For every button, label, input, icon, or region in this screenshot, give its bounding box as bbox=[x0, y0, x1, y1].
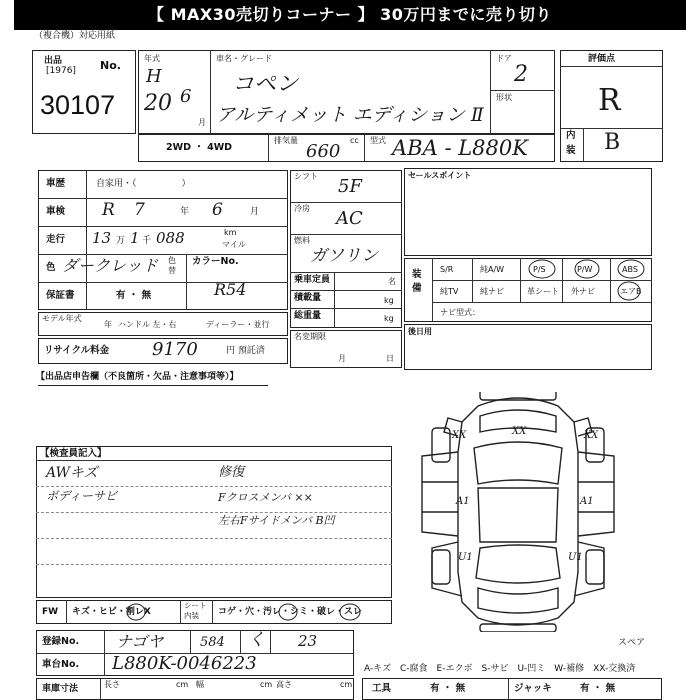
inspector-label: 【検査員記入】 bbox=[40, 448, 107, 459]
seat-options: コゲ・穴・汚レ・シミ・破レ・スレ bbox=[218, 607, 363, 617]
seat-label: シート内装 bbox=[184, 601, 207, 620]
lot-number: 30107 bbox=[40, 90, 116, 120]
later-box bbox=[404, 324, 652, 370]
car-diagram bbox=[408, 392, 628, 632]
load-label: 積載量 bbox=[294, 293, 322, 303]
drive-type: 2WD ・ 4WD bbox=[166, 142, 233, 153]
door-label: ドア bbox=[496, 54, 512, 63]
color-label: 色 bbox=[46, 262, 56, 273]
type-label: 型式 bbox=[370, 136, 386, 145]
lot-year-label: [1976] bbox=[46, 66, 76, 76]
garage-cm-3: cm bbox=[340, 680, 353, 689]
month-value: 6 bbox=[180, 86, 192, 107]
km-unit: km bbox=[224, 228, 237, 237]
shift-value: 5F bbox=[338, 176, 362, 197]
shaken-month-unit: 月 bbox=[250, 207, 260, 217]
score-value: R bbox=[598, 83, 621, 118]
name-change-day: 日 bbox=[386, 354, 394, 363]
sen-unit: 千 bbox=[142, 236, 152, 246]
sales-box bbox=[404, 168, 652, 256]
garage-label: 車庫寸法 bbox=[42, 684, 79, 694]
equip-airbag: エアB bbox=[620, 287, 642, 296]
shaken-month: 6 bbox=[212, 200, 223, 220]
shaken-year-unit: 年 bbox=[180, 207, 190, 217]
year-era: H bbox=[146, 66, 162, 87]
shift-label: シフト bbox=[294, 172, 318, 181]
ac-value: AC bbox=[336, 208, 363, 229]
fw-options: キズ・ヒビ・割レX bbox=[72, 607, 151, 617]
colorno-value: R54 bbox=[214, 280, 247, 299]
reg-class: 584 bbox=[200, 635, 225, 650]
spare-label: スペア bbox=[618, 638, 646, 648]
sales-label: セールスポイント bbox=[408, 171, 472, 180]
equip-ps: P/S bbox=[533, 265, 546, 274]
color-swap-label: 色替 bbox=[168, 256, 176, 275]
color-value: ダークレッド bbox=[62, 256, 158, 275]
legend: A-キズ C-腐食 E-エクボ S-サビ U-凹ミ W-補修 XX-交換済 bbox=[364, 664, 636, 674]
fuel-label: 燃料 bbox=[294, 236, 310, 245]
equip-pw: P/W bbox=[577, 265, 593, 274]
reki-options: 自家用・（ ） bbox=[96, 179, 191, 189]
lot-no-label: No. bbox=[100, 59, 121, 72]
shaken-label: 車検 bbox=[46, 206, 66, 217]
month-suffix: 月 bbox=[198, 118, 206, 127]
equip-aw: 純A/W bbox=[480, 265, 505, 274]
navi-model-label: ナビ型式： bbox=[440, 308, 480, 317]
mileage-man: 13 bbox=[92, 229, 112, 247]
name-change-month: 月 bbox=[338, 354, 346, 363]
fuel-value: ガソリン bbox=[310, 246, 378, 266]
ac-label: 冷房 bbox=[294, 204, 310, 213]
shaken-year: 7 bbox=[134, 200, 145, 220]
shaken-era: R bbox=[102, 200, 115, 220]
displacement-label: 排気量 bbox=[274, 136, 298, 145]
garage-width: 幅 bbox=[196, 680, 204, 689]
shape-label: 形状 bbox=[496, 93, 512, 102]
interior-value: B bbox=[604, 130, 621, 155]
warranty-label: 保証書 bbox=[46, 290, 75, 301]
load-unit: kg bbox=[384, 296, 394, 305]
colorno-label: カラーNo. bbox=[192, 256, 239, 267]
man-unit: 万 bbox=[116, 236, 126, 246]
tools-options: 有 ・ 無 bbox=[430, 683, 466, 694]
banner: 【 MAX30売切りコーナー 】 30万円までに売り切り bbox=[14, 0, 686, 30]
inspector-note-left-2: ボディーサビ bbox=[46, 489, 118, 503]
type-value: ABA - L880K bbox=[392, 136, 528, 160]
capacity-label: 乗車定員 bbox=[294, 275, 331, 285]
tools-label: 工具 bbox=[372, 683, 392, 694]
mileage-rest: 088 bbox=[156, 229, 185, 247]
handle-label: ハンドル 左・右 bbox=[118, 320, 177, 329]
interior-label-2: 装 bbox=[566, 145, 576, 156]
equip-ext-navi: 外ナビ bbox=[571, 287, 595, 296]
year-label: 年式 bbox=[144, 54, 160, 63]
jack-label: ジャッキ bbox=[514, 683, 552, 694]
garage-cm-2: cm bbox=[260, 680, 273, 689]
equipment-label: 装備 bbox=[412, 269, 422, 294]
diagram-mark-5: A1 bbox=[580, 496, 594, 507]
recycle-unit: 円 預託済 bbox=[226, 346, 265, 356]
recycle-value: 9170 bbox=[152, 339, 198, 360]
jack-options: 有 ・ 無 bbox=[580, 683, 616, 694]
name-change-label: 名変期限 bbox=[294, 332, 326, 341]
reg-label: 登録No. bbox=[42, 636, 80, 647]
reg-area: ナゴヤ bbox=[116, 632, 164, 651]
name-grade-label: 車名・グレード bbox=[216, 54, 272, 63]
chassis-label: 車台No. bbox=[42, 659, 80, 670]
model-year-label: モデル年式 bbox=[42, 314, 82, 323]
equip-sr: S/R bbox=[440, 265, 454, 274]
year-value: 20 bbox=[144, 91, 172, 116]
recycle-label: リサイクル料金 bbox=[44, 345, 110, 356]
garage-height: 高さ bbox=[276, 680, 292, 689]
lot-label: 出品 bbox=[44, 56, 63, 66]
car-grade: アルティメット エディション Ⅱ bbox=[216, 104, 484, 126]
mileage-sen: 1 bbox=[130, 229, 140, 247]
diagram-mark-2: XX bbox=[512, 426, 527, 437]
mile-unit: マイル bbox=[222, 240, 246, 249]
warranty-options: 有 ・ 無 bbox=[116, 290, 152, 301]
model-year-unit: 年 bbox=[104, 320, 112, 329]
equip-abs: ABS bbox=[622, 265, 638, 274]
reg-number: 23 bbox=[298, 632, 318, 650]
capacity-unit: 名 bbox=[388, 277, 396, 286]
later-label: 後日用 bbox=[408, 327, 432, 336]
fw-label: FW bbox=[42, 607, 59, 617]
chassis-number: L880K-0046223 bbox=[112, 653, 257, 674]
diagram-mark-3: XX bbox=[584, 430, 599, 441]
inspector-note-left-1: AWキズ bbox=[46, 465, 98, 481]
interior-label-1: 内 bbox=[566, 130, 576, 141]
diagram-mark-4: A1 bbox=[456, 496, 470, 507]
garage-cm-1: cm bbox=[176, 680, 189, 689]
equip-tv: 純TV bbox=[440, 287, 459, 296]
weight-label: 総重量 bbox=[294, 311, 322, 321]
tools-row bbox=[362, 678, 662, 700]
weight-unit: kg bbox=[384, 314, 394, 323]
diagram-mark-6: U1 bbox=[458, 552, 473, 563]
inspector-note-right-2: Fクロスメンバ ×× bbox=[218, 491, 313, 504]
garage-row bbox=[36, 678, 354, 700]
declaration-label: 【出品店申告欄（不良箇所・欠品・注意事項等）】 bbox=[36, 372, 239, 382]
inspector-note-right-3: 左右Fサイドメンバ B凹 bbox=[218, 514, 335, 527]
door-value: 2 bbox=[514, 62, 528, 87]
inspector-note-right-1: 修復 bbox=[218, 465, 245, 480]
displacement-unit: cc bbox=[350, 136, 359, 145]
diagram-mark-7: U1 bbox=[568, 552, 583, 563]
dealer-label: ディーラー・並行 bbox=[206, 320, 270, 329]
displacement-value: 660 bbox=[306, 141, 341, 162]
equip-leather: 革シート bbox=[527, 287, 559, 296]
reki-label: 車歴 bbox=[46, 178, 66, 189]
fw-circles bbox=[36, 600, 392, 624]
mileage-label: 走行 bbox=[46, 234, 66, 245]
car-name: コペン bbox=[232, 72, 299, 97]
garage-length: 長さ bbox=[104, 680, 120, 689]
equip-navi: 純ナビ bbox=[480, 287, 504, 296]
paper-note: （複合機）対応用紙 bbox=[34, 31, 116, 41]
diagram-mark-1: XX bbox=[452, 430, 467, 441]
score-label: 評価点 bbox=[588, 54, 616, 64]
equipment-circles bbox=[404, 258, 652, 308]
reg-kana: く bbox=[248, 630, 265, 650]
